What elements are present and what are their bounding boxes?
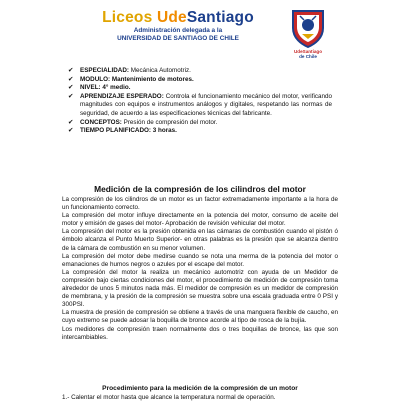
info-especialidad: ✔ ESPECIALIDAD: Mecánica Automotriz. xyxy=(68,67,191,74)
brand-ude: Ude xyxy=(156,9,187,26)
check-mark-icon: ✔ xyxy=(68,118,74,126)
header-subtitle-line2: UNIVERSIDAD DE SANTIAGO DE CHILE xyxy=(117,35,239,42)
logo-caption-line2: de Chile xyxy=(299,54,317,59)
check-mark-icon: ✔ xyxy=(68,84,74,92)
paragraph: La compresión del motor es la presión obtenida en las cámaras de combustión cuando el pistón ó émbolo alcanza el Punto Muerto Superior- en otras palabras es la presión que se alcanza dentro de la cámara de combustión en su menor volumen. xyxy=(62,228,338,252)
check-mark-icon: ✔ xyxy=(68,127,74,135)
university-shield-icon xyxy=(290,8,326,48)
paragraph: La compresión del motor la realiza un mecánico automotriz con ayuda de un Medidor de compresión bajo ciertas condiciones del motor, el procedimiento de medición de compresión toma alrededor de unos 5 minutos nada más. El medidor de compresión es un medidor de compresión de membrana, y la presión de la compresión se muestra sobre una escala graduada entre 0 PSI y 300PSI. xyxy=(62,268,338,309)
header-subtitle-line1: Administración delegada a la xyxy=(133,27,223,34)
header-banner xyxy=(78,9,278,43)
document-body xyxy=(62,196,338,342)
brand-santiago: Santiago xyxy=(186,9,254,26)
info-aprendizaje: ✔ APRENDIZAJE ESPERADO: Controla el funcionamiento mecánico del motor, verificando magnitudes con equipos e instrumentos análogos y digitales, respetando las normas de seguridad, de acuerdo a las especificaciones técnicas del fabricante. xyxy=(68,92,332,117)
course-info-list xyxy=(68,67,332,136)
check-mark-icon: ✔ xyxy=(68,75,74,83)
logo-caption-line1: UdeSantiago xyxy=(293,49,323,54)
check-mark-icon: ✔ xyxy=(68,67,74,74)
info-conceptos: ✔ CONCEPTOS: Presión de compresión del motor. xyxy=(68,118,218,126)
paragraph: La compresión de los cilindros de un motor es un factor extremadamente importante a la hora de un funcionamiento correcto. xyxy=(62,196,338,212)
brand-title xyxy=(78,9,278,26)
procedure-step-1: 1.- Calentar el motor hasta que alcance la temperatura normal de operación. xyxy=(62,394,276,401)
logo-caption xyxy=(285,49,331,59)
info-nivel: ✔ NIVEL: 4° medio. xyxy=(68,84,131,92)
info-modulo: ✔ MODULO: Mantenimiento de motores. xyxy=(68,75,194,83)
info-tiempo: ✔ TIEMPO PLANIFICADO: 3 horas. xyxy=(68,127,177,135)
paragraph: La compresión del motor debe medirse cuando se nota una merma de la potencia del motor o emanaciones de humos negros o azules por el escape del motor. xyxy=(62,252,338,268)
document-title: Medición de la compresión de los cilindros del motor xyxy=(94,184,306,194)
paragraph: La muestra de presión de compresión se obtiene a través de una manguera flexible de caucho, en cuyo extremo se puede adosar la boquilla de bronce acorde al tipo de rosca de la bujía. xyxy=(62,309,338,325)
paragraph: Los medidores de compresión traen normalmente dos o tres boquillas de bronce, las que son intercambiables. xyxy=(62,325,338,341)
procedure-heading: Procedimiento para la medición de la compresión de un motor xyxy=(102,385,298,392)
check-mark-icon: ✔ xyxy=(68,92,74,100)
paragraph: La compresión del motor influye directamente en la potencia del motor, consumo de aceite del motor y emisión de gases del motor- Aprobación de revisión vehicular del motor. xyxy=(62,212,338,228)
brand-liceos: Liceos xyxy=(102,9,153,26)
